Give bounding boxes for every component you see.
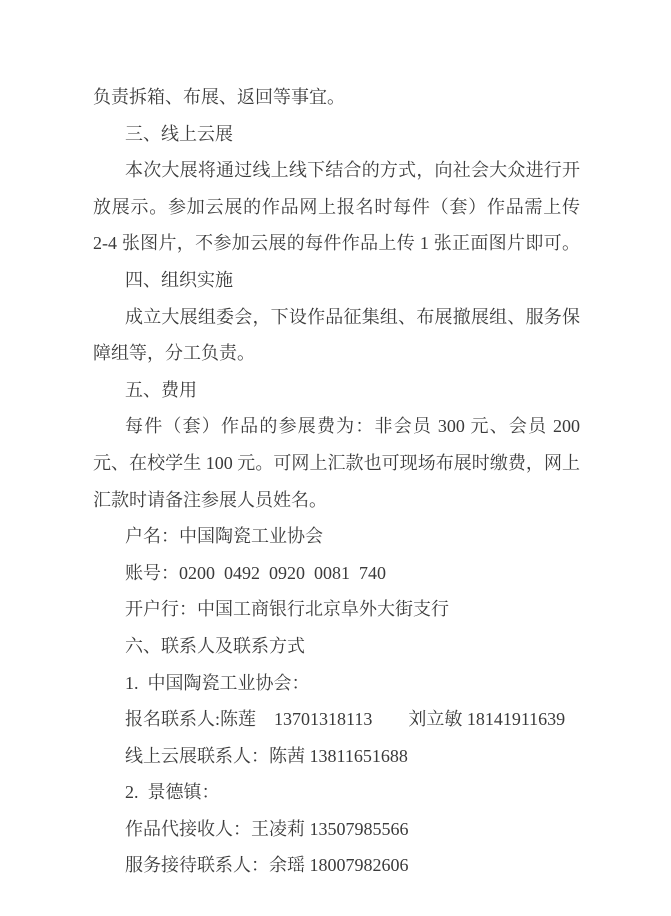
bank-account-number-line: 账号：0200 0492 0920 0081 740 <box>125 562 386 583</box>
service-reception-contact-line: 服务接待联系人：余瑶 18007982606 <box>125 855 409 876</box>
body-line: 成立大展组委会，下设作品征集组、布展撤展组、服务保 <box>125 306 580 327</box>
section-heading-6: 六、联系人及联系方式 <box>125 635 305 656</box>
section-heading-4: 四、组织实施 <box>125 269 233 290</box>
work-receiver-contact-line: 作品代接收人：王凌莉 13507985566 <box>125 818 409 839</box>
contact-group-2-title: 2. 景德镇： <box>125 782 220 803</box>
body-line: 2-4 张图片，不参加云展的每件作品上传 1 张正面图片即可。 <box>93 233 580 254</box>
body-line: 元、在校学生 100 元。可网上汇款也可现场布展时缴费，网上 <box>93 452 580 473</box>
body-line: 每件（套）作品的参展费为：非会员 300 元、会员 200 <box>125 416 580 437</box>
paragraph-continuation-line: 负责拆箱、布展、返回等事宜。 <box>93 87 345 107</box>
section-heading-5: 五、费用 <box>125 379 197 400</box>
bank-account-name-line: 户名：中国陶瓷工业协会 <box>125 526 323 547</box>
online-exhibition-contact-line: 线上云展联系人：陈茜 13811651688 <box>125 745 408 766</box>
body-line: 本次大展将通过线上线下结合的方式，向社会大众进行开 <box>125 160 580 181</box>
paragraph-continuation-line: 障组等，分工负责。 <box>93 343 255 364</box>
paragraph-continuation-line: 汇款时请备注参展人员姓名。 <box>93 489 327 510</box>
registration-contacts-line: 报名联系人:陈莲 13701318113 刘立敏 18141911639 <box>125 709 566 730</box>
body-line: 放展示。参加云展的作品网上报名时每件（套）作品需上传 <box>93 196 580 217</box>
document-page <box>93 79 580 884</box>
bank-branch-line: 开户行：中国工商银行北京阜外大街支行 <box>125 599 449 620</box>
section-heading-3: 三、线上云展 <box>125 123 233 144</box>
contact-group-1-title: 1. 中国陶瓷工业协会： <box>125 672 310 693</box>
